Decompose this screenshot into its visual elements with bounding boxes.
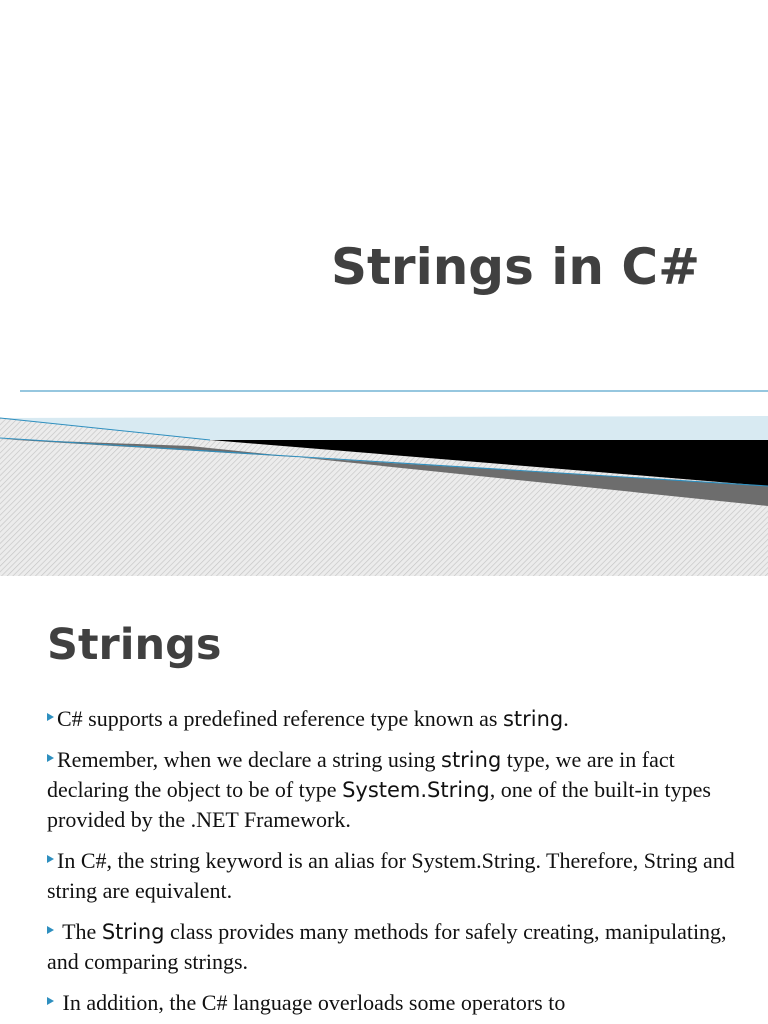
bullet-item [47, 704, 737, 734]
bullet-text: class provides many methods for safely creating, manipulating, and comparing strings. [47, 919, 727, 974]
bullet-text: The [57, 919, 102, 944]
bullet-text: type, we are in fact declaring the object to be of type [47, 747, 675, 802]
bullet-item [47, 917, 737, 977]
bullet-text: In C#, the string keyword is an alias for System.String. Therefore, String and string are equivalent. [47, 848, 735, 903]
bullet-text: C# supports a predefined reference type known as [57, 706, 503, 731]
bullet-arrow-icon [47, 754, 54, 762]
bullet-arrow-icon [47, 713, 54, 721]
code-type-name: System.String [342, 778, 490, 802]
bullet-list [47, 704, 737, 1024]
bullet-arrow-icon [47, 855, 54, 863]
code-keyword: string [441, 748, 502, 772]
bullet-item [47, 745, 737, 835]
bullet-item [47, 988, 737, 1018]
bullet-arrow-icon [47, 926, 54, 934]
bullet-text: , one of the built-in types provided by the .NET Framework. [47, 777, 711, 832]
content-slide [0, 590, 768, 1024]
bullet-arrow-icon [47, 997, 54, 1005]
slide-heading: Strings [47, 620, 222, 670]
slide-title: Strings in C# [331, 238, 700, 296]
bullet-text: Remember, when we declare a string using [57, 747, 441, 772]
bullet-item [47, 846, 737, 906]
code-keyword: string [502, 707, 564, 731]
bullet-text: In addition, the C# language overloads some operators to [57, 990, 566, 1015]
code-class-name: String [101, 920, 165, 944]
bullet-text: . [563, 706, 569, 731]
